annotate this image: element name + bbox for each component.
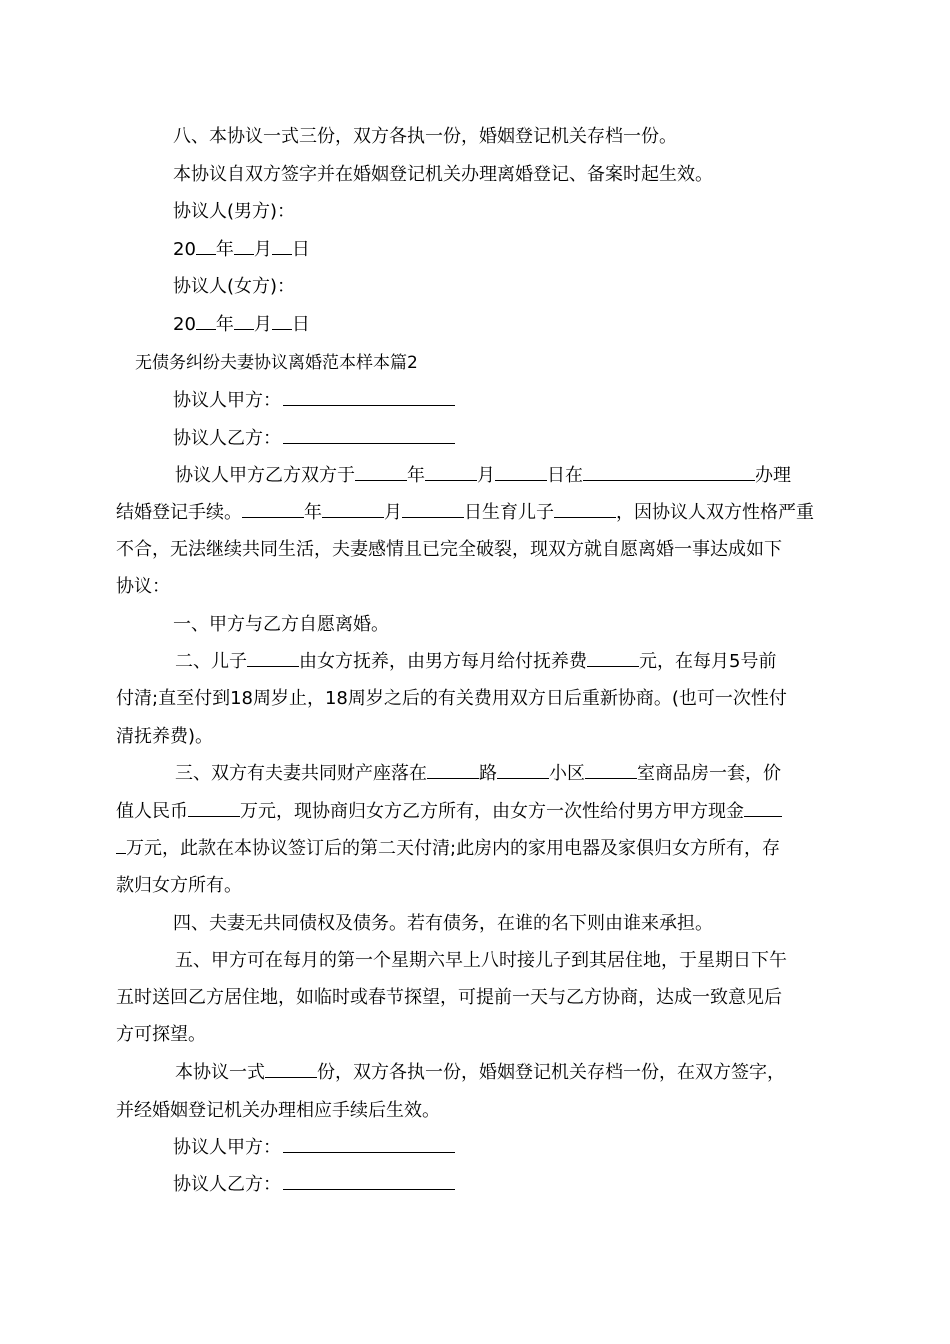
text: 年 (215, 239, 234, 260)
text: 清抚养费)。 (116, 726, 214, 747)
text: 万元，现协商归女方乙方所有，由女方一次性给付男方甲方现金 (240, 801, 744, 822)
signatory-b-final (173, 1173, 903, 1197)
text: 协议人(女方)： (173, 276, 296, 297)
clause-three-4 (116, 874, 846, 898)
clause-eight (173, 125, 903, 149)
signatory-b (173, 427, 903, 451)
signature-line[interactable] (283, 389, 455, 406)
text: 20 (173, 239, 196, 260)
blank[interactable] (272, 313, 292, 330)
text: 协议人甲方： (173, 1137, 281, 1158)
closing-2 (116, 1099, 846, 1123)
text: 五、甲方可在每月的第一个星期六早上八时接儿子到其居住地，于星期日下午 (175, 950, 787, 971)
text: 协议： (116, 576, 170, 597)
date-line-1 (173, 238, 903, 262)
text: 款归女方所有。 (116, 875, 242, 896)
text: 年 (304, 502, 322, 523)
text: 路 (479, 763, 497, 784)
date-line-2 (173, 313, 903, 337)
clause-five-2 (116, 986, 846, 1010)
clause-three-3 (116, 837, 846, 861)
text: 二、儿子 (175, 651, 247, 672)
blank[interactable] (196, 313, 216, 330)
text: 协议人(男方)： (173, 201, 296, 222)
text: 不合，无法继续共同生活，夫妻感情且已完全破裂，现双方就自愿离婚一事达成如下 (116, 539, 782, 560)
text: 日生育儿子 (464, 502, 554, 523)
signature-line[interactable] (283, 1173, 455, 1190)
text: 年 (407, 465, 425, 486)
text: 月 (253, 239, 272, 260)
text: 年 (215, 314, 234, 335)
closing-1 (175, 1061, 905, 1085)
signature-line[interactable] (283, 427, 455, 444)
blank[interactable] (583, 464, 755, 481)
blank[interactable] (196, 238, 216, 255)
paragraph-intro-4 (116, 575, 846, 599)
text: 日 (291, 314, 310, 335)
blank[interactable] (116, 837, 126, 854)
blank[interactable] (554, 501, 616, 518)
text: 月 (477, 465, 495, 486)
blank[interactable] (402, 501, 464, 518)
text: 元，在每月5号前 (639, 651, 777, 672)
signatory-male (173, 200, 903, 224)
text: 并经婚姻登记机关办理相应手续后生效。 (116, 1100, 440, 1121)
clause-three-2 (116, 800, 846, 824)
blank[interactable] (247, 650, 299, 667)
blank[interactable] (587, 650, 639, 667)
signatory-a-final (173, 1136, 903, 1160)
blank[interactable] (495, 464, 547, 481)
text: ，因协议人双方性格严重 (616, 502, 814, 523)
text: 五时送回乙方居住地，如临时或春节探望，可提前一天与乙方协商，达成一致意见后 (116, 987, 782, 1008)
clause-one (173, 613, 903, 637)
text: 室商品房一套，价 (637, 763, 781, 784)
text: 协议人甲方乙方双方于 (175, 465, 355, 486)
text: 月 (384, 502, 402, 523)
signature-line[interactable] (283, 1136, 455, 1153)
blank[interactable] (744, 800, 782, 817)
text: 三、双方有夫妻共同财产座落在 (175, 763, 427, 784)
blank[interactable] (265, 1061, 317, 1078)
text: 万元，此款在本协议签订后的第二天付清;此房内的家用电器及家俱归女方所有，存 (126, 838, 781, 859)
section-title (135, 351, 865, 375)
effective-clause (173, 163, 903, 187)
text: 结婚登记手续。 (116, 502, 242, 523)
blank[interactable] (188, 800, 240, 817)
text: 一、甲方与乙方自愿离婚。 (173, 614, 389, 635)
blank[interactable] (234, 313, 254, 330)
text: 日在 (547, 465, 583, 486)
signatory-a (173, 389, 903, 413)
signatory-female (173, 275, 903, 299)
clause-four (173, 912, 903, 936)
text: 月 (253, 314, 272, 335)
text: 由女方抚养，由男方每月给付抚养费 (299, 651, 587, 672)
text: 方可探望。 (116, 1024, 206, 1045)
clause-two-3 (116, 725, 846, 749)
paragraph-intro-1 (175, 464, 905, 488)
text: 办理 (755, 465, 791, 486)
clause-five-1 (175, 949, 905, 973)
text: 值人民币 (116, 801, 188, 822)
blank[interactable] (585, 762, 637, 779)
text: 四、夫妻无共同债权及债务。若有债务，在谁的名下则由谁来承担。 (173, 913, 713, 934)
clause-two-1 (175, 650, 905, 674)
blank[interactable] (497, 762, 549, 779)
blank[interactable] (234, 238, 254, 255)
blank[interactable] (322, 501, 384, 518)
clause-five-3 (116, 1023, 846, 1047)
clause-two-2 (116, 687, 846, 711)
paragraph-intro-2 (116, 501, 846, 525)
text: 协议人甲方： (173, 390, 281, 411)
text: 无债务纠纷夫妻协议离婚范本样本篇2 (135, 353, 418, 373)
text: 20 (173, 314, 196, 335)
clause-three-1 (175, 762, 905, 786)
text: 份，双方各执一份，婚姻登记机关存档一份，在双方签字， (317, 1062, 785, 1083)
blank[interactable] (355, 464, 407, 481)
blank[interactable] (427, 762, 479, 779)
blank[interactable] (242, 501, 304, 518)
text: 付清;直至付到18周岁止，18周岁之后的有关费用双方日后重新协商。(也可一次性付 (116, 688, 787, 709)
text: 本协议自双方签字并在婚姻登记机关办理离婚登记、备案时起生效。 (173, 164, 713, 185)
paragraph-intro-3 (116, 538, 846, 562)
text: 小区 (549, 763, 585, 784)
text: 日 (291, 239, 310, 260)
text: 本协议一式 (175, 1062, 265, 1083)
blank[interactable] (272, 238, 292, 255)
text: 协议人乙方： (173, 1174, 281, 1195)
blank[interactable] (425, 464, 477, 481)
text: 八、本协议一式三份，双方各执一份，婚姻登记机关存档一份。 (173, 126, 677, 147)
text: 协议人乙方： (173, 428, 281, 449)
